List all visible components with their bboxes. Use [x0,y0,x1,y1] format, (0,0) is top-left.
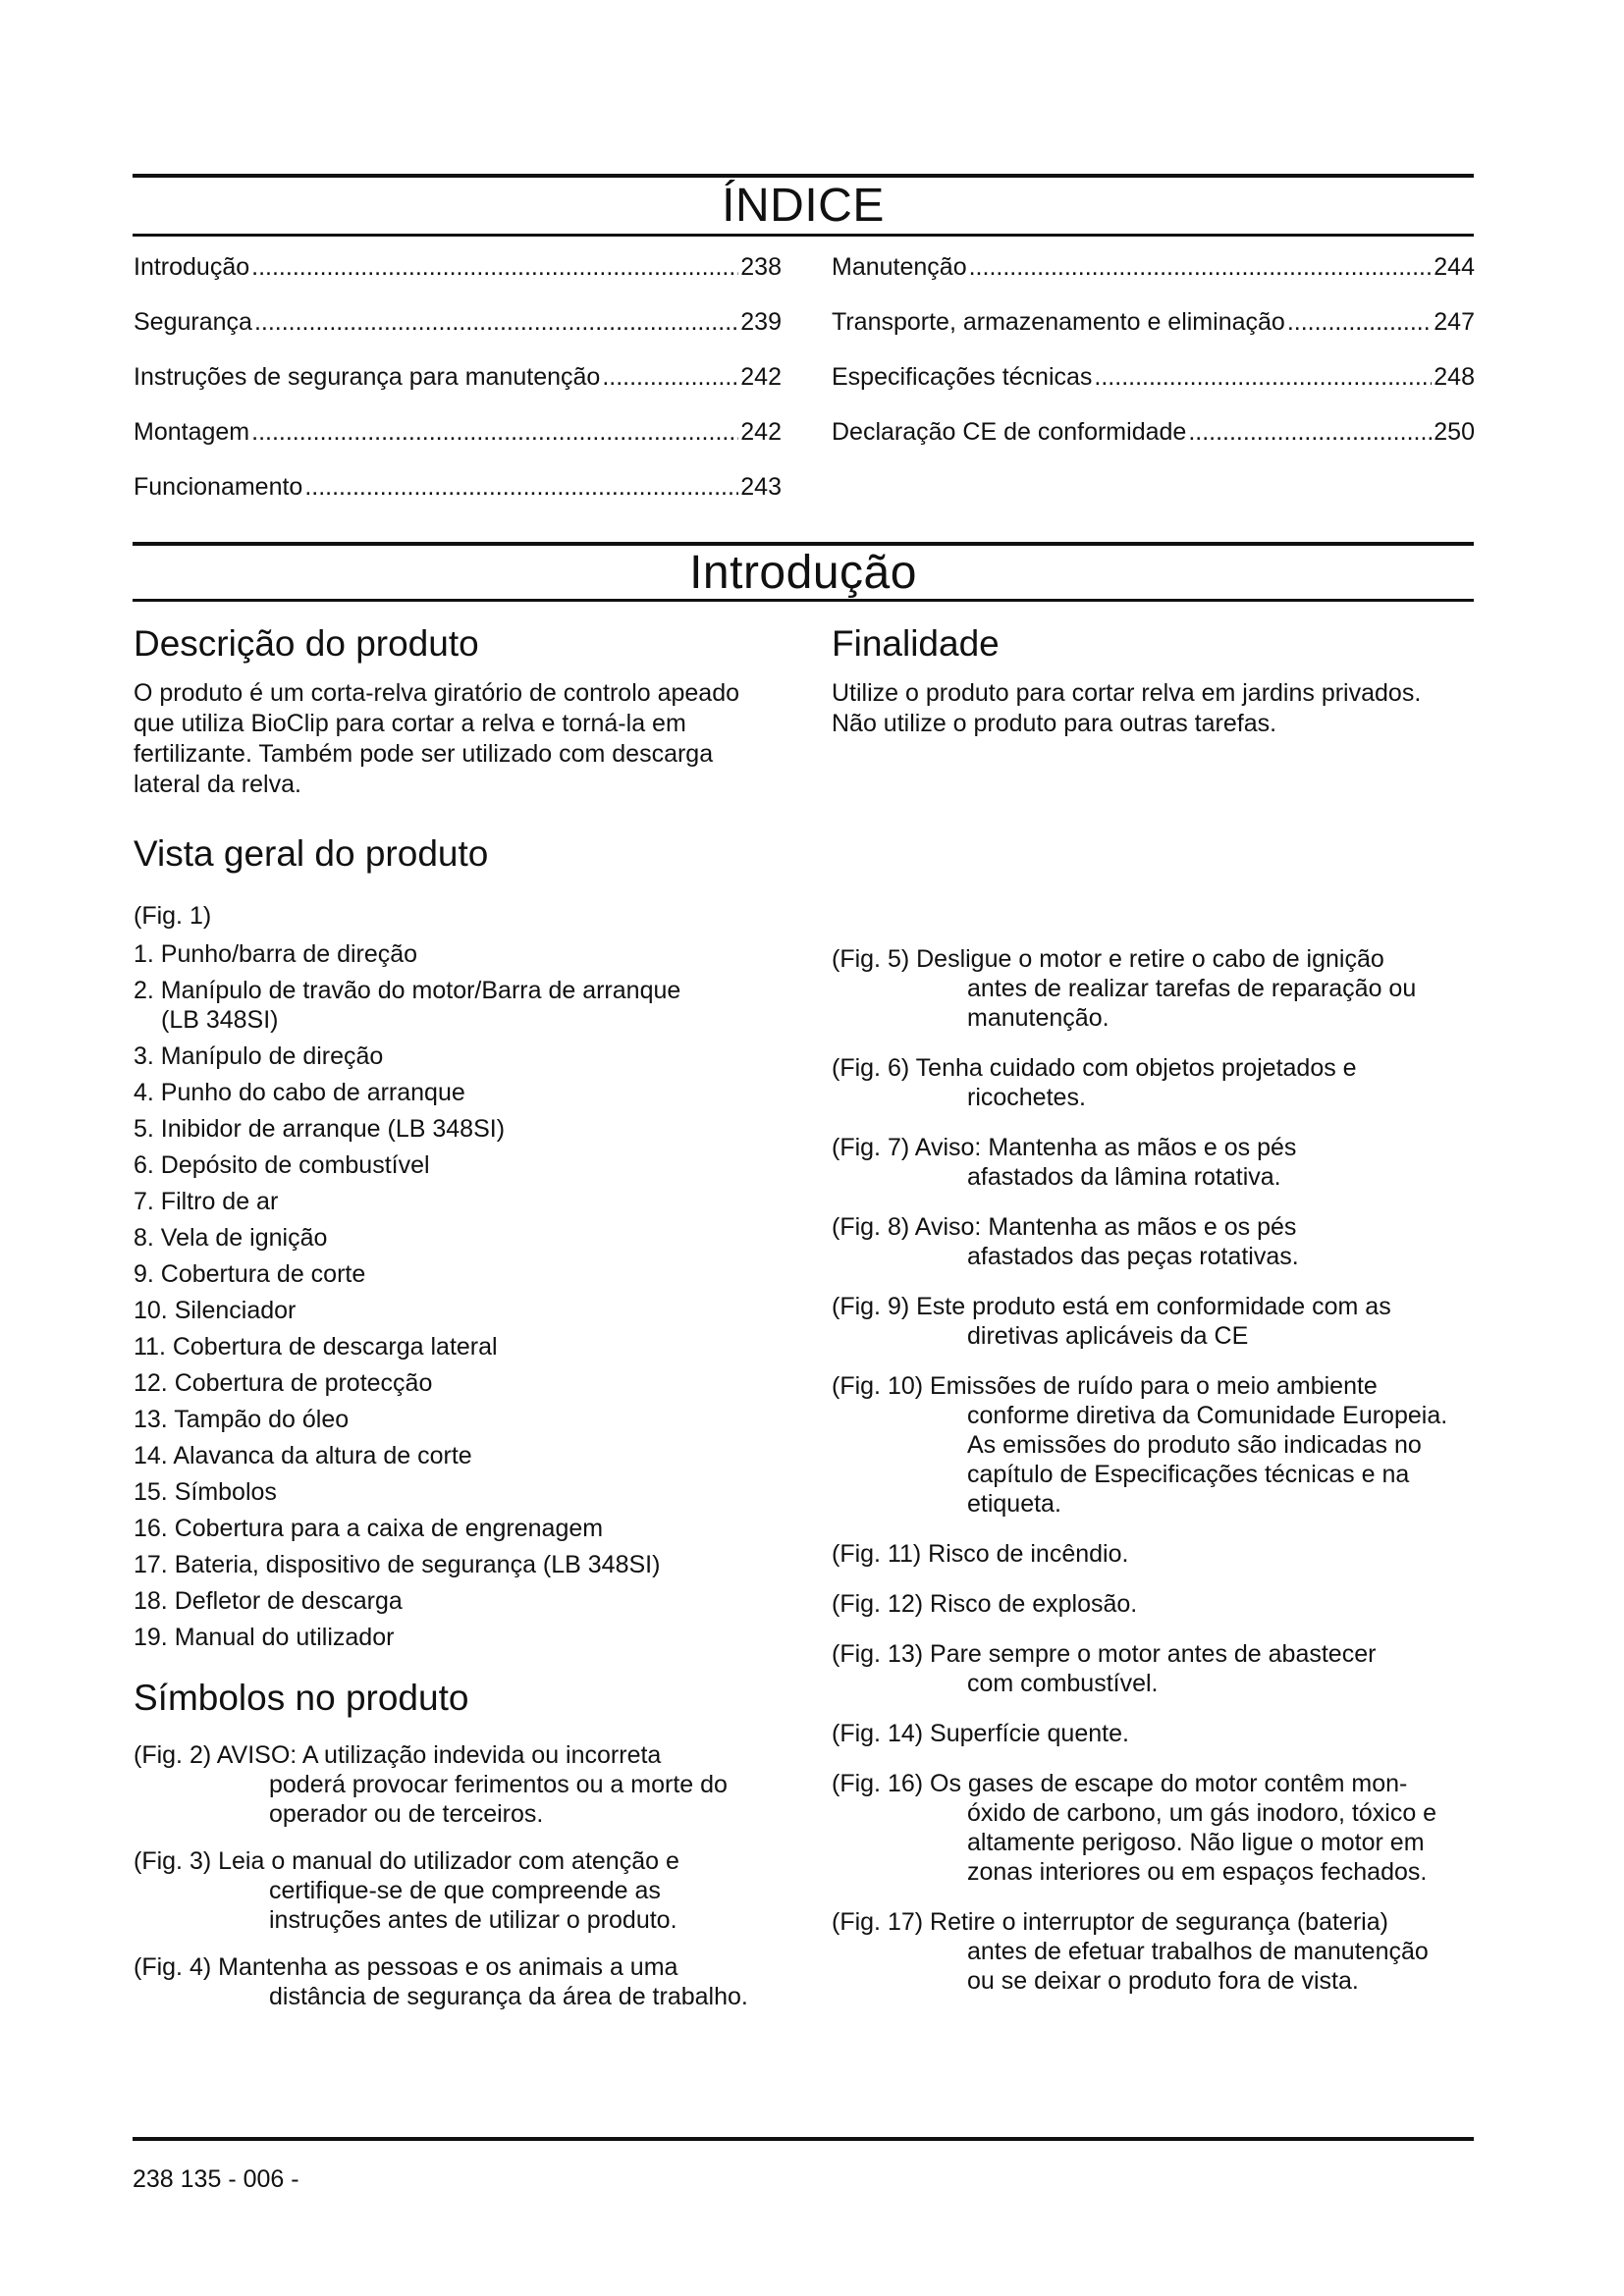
symbol-description: (Fig. 11) Risco de incêndio. [832,1540,1129,1568]
finalidade-heading: Finalidade [832,623,1000,664]
finalidade-text: Utilize o produto para cortar relva em jardins privados. Não utilize o produto para outras tarefas. [832,679,1422,737]
list-item: 13. Tampão do óleo [134,1406,350,1433]
footer-rule [133,2137,1474,2141]
symbol-description: (Fig. 2) AVISO: A utilização indevida ou incorreta poderá provocar ferimentos ou a morte do operador ou de terceiros. [134,1741,728,1828]
symbol-description: (Fig. 17) Retire o interruptor de segurança (bateria) antes de efetuar trabalhos de manutenção ou se deixar o produto fora de vista. [832,1908,1429,1995]
list-item: 3. Manípulo de direção [134,1042,384,1070]
toc-left-column [134,252,782,527]
symbol-description: (Fig. 12) Risco de explosão. [832,1590,1138,1618]
list-item: 8. Vela de ignição [134,1224,328,1252]
toc-right-column [832,252,1475,472]
list-item: 14. Alavanca da altura de corte [134,1442,472,1469]
list-item: 19. Manual do utilizador [134,1624,395,1651]
toc-entry[interactable]: Instruções de segurança para manutenção ..... 242 [134,362,782,417]
toc-entry[interactable]: Transporte, armazenamento e eliminação ..... 247 [832,307,1475,362]
toc-entry[interactable]: Declaração CE de conformidade ..... 250 [832,417,1475,472]
page-footer: 238 135 - 006 - [133,2165,299,2193]
simbolos-heading: Símbolos no produto [134,1678,469,1718]
toc-entry[interactable]: Especificações técnicas ..... 248 [832,362,1475,417]
symbol-description: (Fig. 7) Aviso: Mantenha as mãos e os pés afastados da lâmina rotativa. [832,1134,1297,1191]
list-item: 18. Defletor de descarga [134,1587,403,1615]
list-item: 17. Bateria, dispositivo de segurança (LB 348SI) [134,1551,661,1578]
toc-entry[interactable]: Funcionamento ..... 243 [134,472,782,527]
list-item: 4. Punho do cabo de arranque [134,1079,465,1106]
symbol-description: (Fig. 10) Emissões de ruído para o meio ambiente conforme diretiva da Comunidade Europeia. As emissões do produto são indicadas no capítulo de Especificações técnicas e na etiqueta. [832,1372,1448,1518]
symbols-right-list [832,944,1475,1996]
vista-heading: Vista geral do produto [134,833,489,874]
descricao-text: O produto é um corta-relva giratório de controlo apeado que utiliza BioClip para cortar a relva e torná-la em fertilizante. Também pode ser utilizado com descarga lateral da relva. [134,679,740,798]
indice-top-rule [133,174,1474,178]
toc-entry[interactable]: Montagem ..... 242 [134,417,782,472]
product-parts-list [134,939,782,1659]
toc-entry[interactable]: Manutenção ..... 244 [832,252,1475,307]
symbol-description: (Fig. 9) Este produto está em conformidade com as diretivas aplicáveis da CE [832,1293,1391,1350]
symbol-description: (Fig. 3) Leia o manual do utilizador com atenção e certifique-se de que compreende as instruções antes de utilizar o produto. [134,1847,679,1934]
list-item: 6. Depósito de combustível [134,1151,430,1179]
symbol-description: (Fig. 4) Mantenha as pessoas e os animais a uma distância de segurança da área de trabalho. [134,1953,748,2010]
toc-entry[interactable]: Introdução ..... 238 [134,252,782,307]
indice-bottom-rule [133,234,1474,237]
symbols-left-list [134,1740,791,2011]
symbol-description: (Fig. 5) Desligue o motor e retire o cabo de ignição antes de realizar tarefas de reparação ou manutenção. [832,945,1417,1032]
symbol-description: (Fig. 16) Os gases de escape do motor contêm mon- óxido de carbono, um gás inodoro, tóxico e altamente perigoso. Não ligue o motor em zonas interiores ou em espaços fechados. [832,1770,1437,1886]
toc-entry[interactable]: Segurança ..... 239 [134,307,782,362]
list-item: 15. Símbolos [134,1478,277,1506]
list-item: 1. Punho/barra de direção [134,940,418,968]
list-item: 11. Cobertura de descarga lateral [134,1333,498,1361]
descricao-heading: Descrição do produto [134,623,479,664]
symbol-description: (Fig. 8) Aviso: Mantenha as mãos e os pés afastados das peças rotativas. [832,1213,1299,1270]
intro-title: Introdução [689,547,917,599]
symbol-description: (Fig. 14) Superfície quente. [832,1720,1129,1747]
list-item: 9. Cobertura de corte [134,1260,366,1288]
list-item: 12. Cobertura de protecção [134,1369,433,1397]
list-item: 16. Cobertura para a caixa de engrenagem [134,1515,604,1542]
list-item: 10. Silenciador [134,1297,297,1324]
indice-title: ÍNDICE [722,180,885,232]
list-item: 2. Manípulo de travão do motor/Barra de arranque (LB 348SI) [134,977,681,1034]
list-item: 5. Inibidor de arranque (LB 348SI) [134,1115,506,1143]
symbol-description: (Fig. 6) Tenha cuidado com objetos projetados e ricochetes. [832,1054,1357,1111]
vista-fig-ref: (Fig. 1) [134,902,212,930]
intro-bottom-rule [133,599,1474,602]
list-item: 7. Filtro de ar [134,1188,279,1215]
symbol-description: (Fig. 13) Pare sempre o motor antes de abastecer com combustível. [832,1640,1377,1697]
